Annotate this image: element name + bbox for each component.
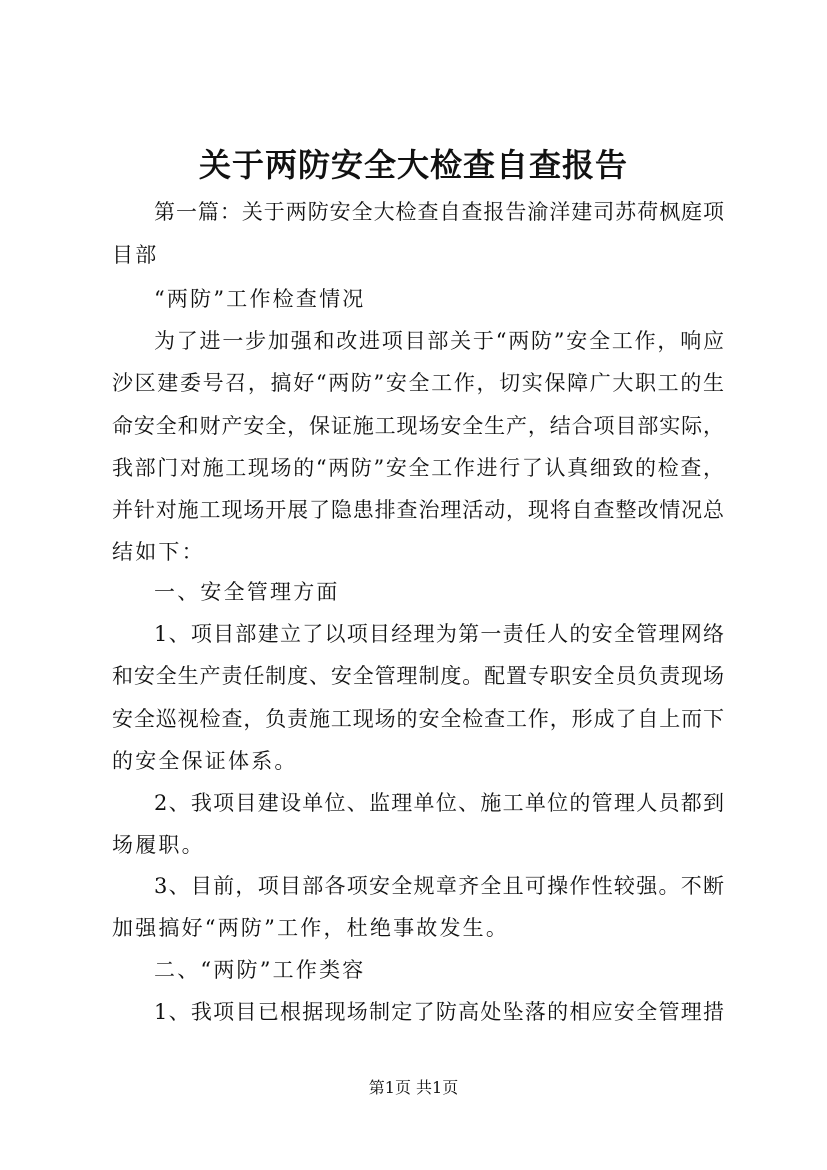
document-title: 关于两防安全大检查自查报告 xyxy=(198,146,628,184)
paragraph-line: 并针对施工现场开展了隐患排查治理活动，现将自查整改情况总 xyxy=(112,498,724,522)
paragraph-line: 场履职。 xyxy=(112,833,205,857)
page-footer: 第1页 共1页 xyxy=(368,1078,459,1097)
paragraph-line: 安全巡视检查，负责施工现场的安全检查工作，形成了自上而下 xyxy=(112,707,724,731)
paragraph-line: 结如下： xyxy=(112,540,205,564)
paragraph-line: 2、我项目建设单位、监理单位、施工单位的管理人员都到 xyxy=(154,791,724,815)
paragraph-line: 为了进一步加强和改进项目部关于“两防”安全工作，响应 xyxy=(154,329,724,353)
paragraph-line: 我部门对施工现场的“两防”安全工作进行了认真细致的检查， xyxy=(112,456,724,480)
paragraph-line: 沙区建委号召，搞好“两防”安全工作，切实保障广大职工的生 xyxy=(112,371,724,395)
paragraph-line: 3、目前，项目部各项安全规章齐全且可操作性较强。不断 xyxy=(154,874,724,898)
section-heading: 二、“两防”工作类容 xyxy=(154,958,366,982)
paragraph-line: 目部 xyxy=(112,243,159,267)
paragraph-line: 命安全和财产安全，保证施工现场安全生产，结合项目部实际， xyxy=(112,414,724,438)
paragraph-line: 第一篇：关于两防安全大检查自查报告渝洋建司苏荷枫庭项 xyxy=(154,200,724,224)
paragraph-line: 加强搞好“两防”工作，杜绝事故发生。 xyxy=(112,916,510,940)
paragraph-line: 1、我项目已根据现场制定了防高处坠落的相应安全管理措 xyxy=(154,1000,724,1024)
paragraph-line: 的安全保证体系。 xyxy=(112,749,298,773)
paragraph-line: 1、项目部建立了以项目经理为第一责任人的安全管理网络 xyxy=(154,622,724,646)
paragraph-line: “两防”工作检查情况 xyxy=(154,287,366,311)
paragraph-line: 和安全生产责任制度、安全管理制度。配置专职安全员负责现场 xyxy=(112,664,724,688)
section-heading: 一、安全管理方面 xyxy=(154,580,340,604)
